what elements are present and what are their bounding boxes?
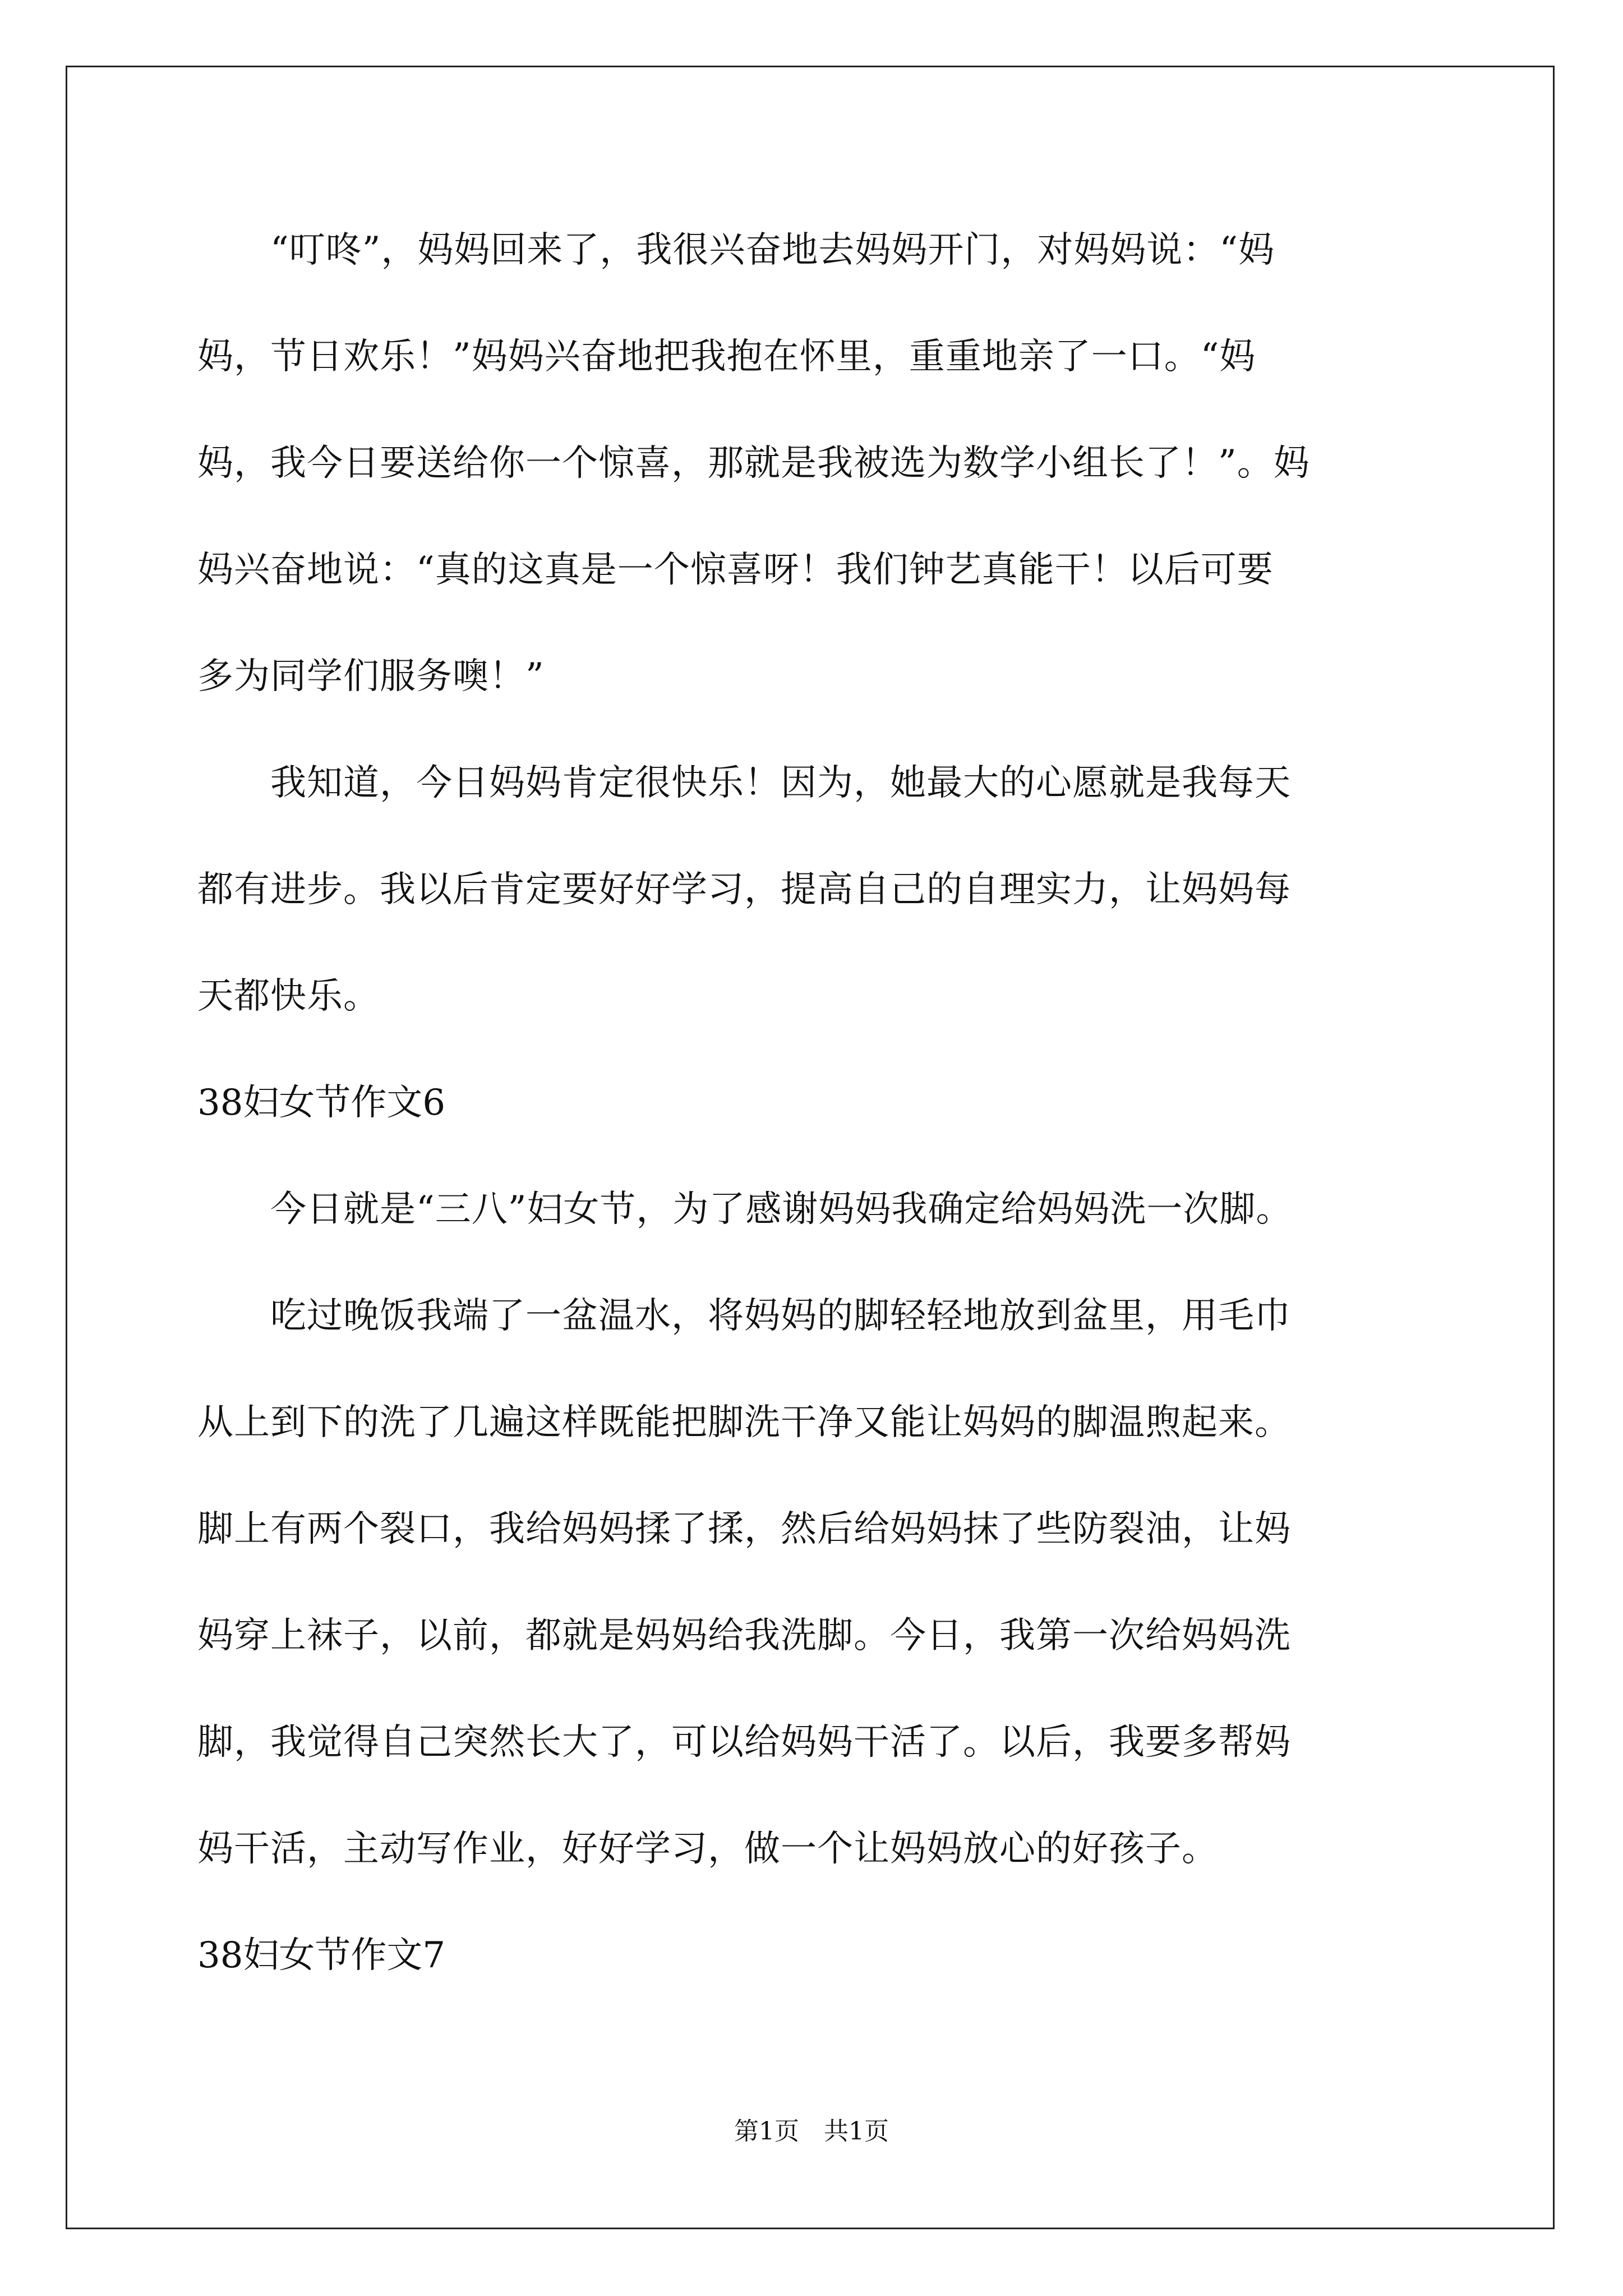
paragraph-line: 妈兴奋地说：“真的这真是一个惊喜呀！我们钟艺真能干！以后可要 (197, 549, 1274, 591)
paragraph-line: 天都快乐。 (197, 976, 380, 1017)
paragraph-line: 妈干活，主动写作业，好好学习，做一个让妈妈放心的好孩子。 (197, 1828, 1218, 1870)
paragraph-line: 脚上有两个裂口，我给妈妈揉了揉，然后给妈妈抹了些防裂油，让妈 (197, 1508, 1291, 1550)
section-heading: 38妇女节作文7 (197, 1935, 446, 1976)
paragraph-line: 吃过晚饭我端了一盆温水，将妈妈的脚轻轻地放到盆里，用毛巾 (197, 1295, 1291, 1337)
paragraph-line: 脚，我觉得自己突然长大了，可以给妈妈干活了。以后，我要多帮妈 (197, 1722, 1291, 1763)
paragraph-line: “叮咚”，妈妈回来了，我很兴奋地去妈妈开门，对妈妈说：“妈 (197, 229, 1275, 271)
section-heading: 38妇女节作文6 (197, 1082, 446, 1124)
paragraph-line: 妈穿上袜子，以前，都就是妈妈给我洗脚。今日，我第一次给妈妈洗 (197, 1615, 1291, 1657)
paragraph-line: 多为同学们服务噢！” (197, 656, 545, 697)
paragraph-line: 从上到下的洗了几遍这样既能把脚洗干净又能让妈妈的脚温煦起来。 (197, 1402, 1291, 1443)
paragraph-line: 妈，我今日要送给你一个惊喜，那就是我被选为数学小组长了！”。妈 (197, 443, 1310, 484)
page-footer: 第1页 共1页 (734, 2117, 889, 2146)
paragraph-line: 我知道，今日妈妈肯定很快乐！因为，她最大的心愿就是我每天 (197, 762, 1291, 804)
paragraph-line: 都有进步。我以后肯定要好好学习，提高自己的自理实力，让妈妈每 (197, 869, 1291, 910)
paragraph-line: 妈，节日欢乐！”妈妈兴奋地把我抱在怀里，重重地亲了一口。“妈 (197, 336, 1256, 378)
page-border (66, 66, 1555, 2229)
paragraph-line: 今日就是“三八”妇女节，为了感谢妈妈我确定给妈妈洗一次脚。 (197, 1189, 1293, 1230)
